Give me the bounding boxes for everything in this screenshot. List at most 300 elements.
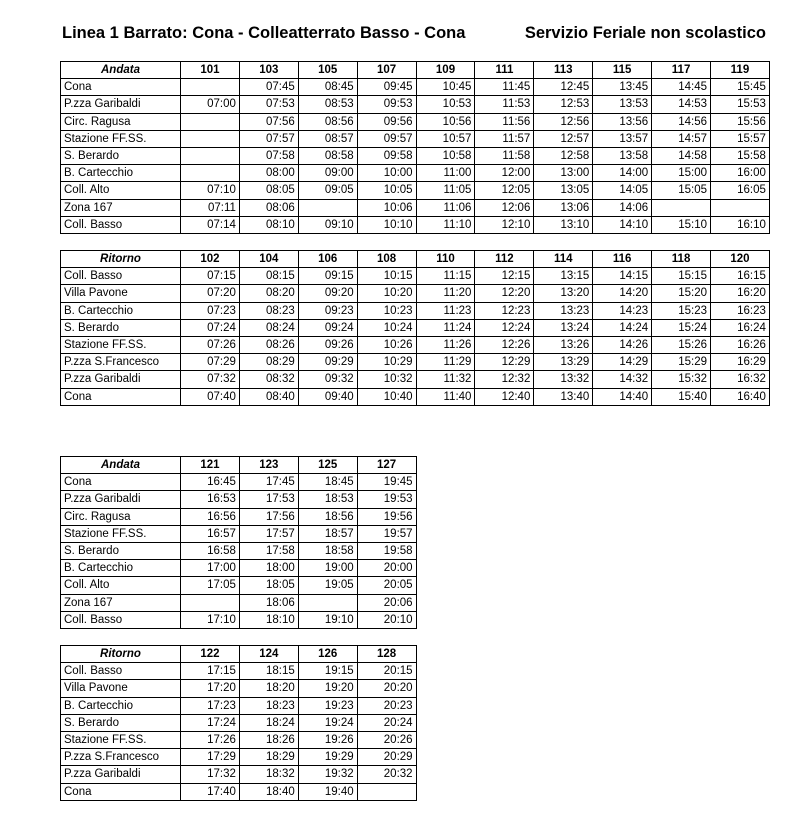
table-header-row: [61, 646, 417, 663]
departure-time: 12:00: [475, 165, 534, 182]
departure-time: 15:23: [652, 302, 711, 319]
departure-time: 19:32: [298, 766, 357, 783]
table-row: [61, 731, 417, 748]
run-number: 118: [652, 251, 711, 268]
table-header-row: [61, 457, 417, 474]
departure-time: 13:23: [534, 302, 593, 319]
departure-time: 14:20: [593, 285, 652, 302]
departure-time: 08:06: [239, 199, 298, 216]
run-number: 124: [239, 646, 298, 663]
departure-time: 16:40: [711, 388, 770, 405]
departure-time: [298, 199, 357, 216]
departure-time: 16:56: [181, 508, 240, 525]
departure-time: 14:26: [593, 336, 652, 353]
stop-name: Villa Pavone: [61, 680, 181, 697]
departure-time: 07:53: [239, 96, 298, 113]
departure-time: 13:57: [593, 130, 652, 147]
stop-name: Coll. Basso: [61, 268, 181, 285]
departure-time: [652, 199, 711, 216]
departure-time: 12:26: [475, 336, 534, 353]
departure-time: 08:32: [239, 371, 298, 388]
departure-time: 12:53: [534, 96, 593, 113]
departure-time: 10:29: [357, 354, 416, 371]
timetable-title: Linea 1 Barrato: Cona - Colleatterrato Basso - Cona: [62, 24, 466, 42]
departure-time: 08:05: [239, 182, 298, 199]
departure-time: 18:05: [239, 577, 298, 594]
table-row: [61, 182, 770, 199]
departure-time: 09:56: [357, 113, 416, 130]
table-row: [61, 663, 417, 680]
departure-time: 18:00: [239, 560, 298, 577]
departure-time: 10:05: [357, 182, 416, 199]
departure-time: 13:15: [534, 268, 593, 285]
service-type: Servizio Feriale non scolastico: [524, 24, 766, 42]
departure-time: 18:06: [239, 594, 298, 611]
departure-time: 12:45: [534, 79, 593, 96]
stop-name: P.zza S.Francesco: [61, 749, 181, 766]
table-row: [61, 577, 417, 594]
departure-time: 09:15: [298, 268, 357, 285]
stop-name: S. Berardo: [61, 714, 181, 731]
departure-time: 15:53: [711, 96, 770, 113]
departure-time: 13:32: [534, 371, 593, 388]
departure-time: 17:24: [181, 714, 240, 731]
stop-name: Cona: [61, 79, 181, 96]
departure-time: 17:05: [181, 577, 240, 594]
departure-time: 10:57: [416, 130, 475, 147]
departure-time: 19:53: [357, 491, 416, 508]
stop-name: Coll. Basso: [61, 611, 181, 628]
stop-name: Cona: [61, 474, 181, 491]
departure-time: 19:24: [298, 714, 357, 731]
departure-time: [181, 130, 240, 147]
departure-time: 12:32: [475, 371, 534, 388]
departure-time: 12:05: [475, 182, 534, 199]
departure-time: 20:20: [357, 680, 416, 697]
direction-header: Andata: [61, 457, 181, 474]
run-number: 114: [534, 251, 593, 268]
departure-time: 17:45: [239, 474, 298, 491]
departure-time: [181, 79, 240, 96]
run-number: 102: [181, 251, 240, 268]
departure-time: 12:29: [475, 354, 534, 371]
departure-time: 07:29: [181, 354, 240, 371]
departure-time: 11:24: [416, 319, 475, 336]
stop-name: Villa Pavone: [61, 285, 181, 302]
departure-time: 19:10: [298, 611, 357, 628]
stop-name: B. Cartecchio: [61, 165, 181, 182]
departure-time: 10:56: [416, 113, 475, 130]
departure-time: 11:23: [416, 302, 475, 319]
run-number: 117: [652, 62, 711, 79]
departure-time: 11:58: [475, 147, 534, 164]
table-row: [61, 508, 417, 525]
departure-time: 11:10: [416, 216, 475, 233]
departure-time: 15:15: [652, 268, 711, 285]
table-ritorno-morning: [60, 250, 770, 406]
stop-name: Circ. Ragusa: [61, 508, 181, 525]
departure-time: 13:26: [534, 336, 593, 353]
departure-time: 17:26: [181, 731, 240, 748]
departure-time: 13:58: [593, 147, 652, 164]
direction-header: Ritorno: [61, 251, 181, 268]
run-number: 109: [416, 62, 475, 79]
departure-time: 13:00: [534, 165, 593, 182]
run-number: 103: [239, 62, 298, 79]
departure-time: 08:10: [239, 216, 298, 233]
departure-time: 15:26: [652, 336, 711, 353]
departure-time: 11:32: [416, 371, 475, 388]
stop-name: Coll. Basso: [61, 216, 181, 233]
table-row: [61, 388, 770, 405]
stop-name: S. Berardo: [61, 319, 181, 336]
departure-time: 18:53: [298, 491, 357, 508]
departure-time: 10:32: [357, 371, 416, 388]
departure-time: 14:06: [593, 199, 652, 216]
departure-time: 07:15: [181, 268, 240, 285]
departure-time: 07:14: [181, 216, 240, 233]
departure-time: 07:11: [181, 199, 240, 216]
departure-time: 17:32: [181, 766, 240, 783]
departure-time: 15:58: [711, 147, 770, 164]
departure-time: 14:56: [652, 113, 711, 130]
table-header-row: [61, 251, 770, 268]
departure-time: 20:10: [357, 611, 416, 628]
departure-time: 15:32: [652, 371, 711, 388]
departure-time: 18:23: [239, 697, 298, 714]
table-row: [61, 130, 770, 147]
table-row: [61, 113, 770, 130]
stop-name: P.zza Garibaldi: [61, 491, 181, 508]
departure-time: 11:20: [416, 285, 475, 302]
departure-time: 19:40: [298, 783, 357, 800]
table-row: [61, 268, 770, 285]
departure-time: [298, 594, 357, 611]
departure-time: 07:58: [239, 147, 298, 164]
departure-time: 08:53: [298, 96, 357, 113]
table-row: [61, 147, 770, 164]
departure-time: 10:58: [416, 147, 475, 164]
departure-time: [181, 594, 240, 611]
table-row: [61, 79, 770, 96]
direction-header: Ritorno: [61, 646, 181, 663]
departure-time: 17:00: [181, 560, 240, 577]
departure-time: 13:53: [593, 96, 652, 113]
departure-time: 18:29: [239, 749, 298, 766]
table-row: [61, 783, 417, 800]
departure-time: 18:20: [239, 680, 298, 697]
departure-time: 16:29: [711, 354, 770, 371]
stop-name: Cona: [61, 783, 181, 800]
table-row: [61, 542, 417, 559]
departure-time: 19:58: [357, 542, 416, 559]
departure-time: 09:29: [298, 354, 357, 371]
departure-time: 08:23: [239, 302, 298, 319]
departure-time: 19:15: [298, 663, 357, 680]
departure-time: 09:57: [357, 130, 416, 147]
table-row: [61, 714, 417, 731]
departure-time: 14:40: [593, 388, 652, 405]
departure-time: 09:24: [298, 319, 357, 336]
departure-time: 11:53: [475, 96, 534, 113]
departure-time: 13:40: [534, 388, 593, 405]
table-row: [61, 216, 770, 233]
departure-time: 16:57: [181, 525, 240, 542]
departure-time: 08:58: [298, 147, 357, 164]
departure-time: 11:45: [475, 79, 534, 96]
departure-time: 14:53: [652, 96, 711, 113]
departure-time: 09:20: [298, 285, 357, 302]
departure-time: 20:29: [357, 749, 416, 766]
table-andata-morning: [60, 61, 770, 234]
departure-time: 09:45: [357, 79, 416, 96]
stop-name: P.zza Garibaldi: [61, 96, 181, 113]
departure-time: [357, 783, 416, 800]
departure-time: 16:53: [181, 491, 240, 508]
departure-time: 12:10: [475, 216, 534, 233]
departure-time: 16:45: [181, 474, 240, 491]
departure-time: 08:15: [239, 268, 298, 285]
departure-time: 14:32: [593, 371, 652, 388]
run-number: 111: [475, 62, 534, 79]
direction-header: Andata: [61, 62, 181, 79]
table-row: [61, 680, 417, 697]
departure-time: 20:06: [357, 594, 416, 611]
departure-time: 07:00: [181, 96, 240, 113]
departure-time: 17:57: [239, 525, 298, 542]
table-row: [61, 611, 417, 628]
departure-time: 16:15: [711, 268, 770, 285]
departure-time: 20:15: [357, 663, 416, 680]
departure-time: 14:57: [652, 130, 711, 147]
departure-time: 16:20: [711, 285, 770, 302]
departure-time: 07:45: [239, 79, 298, 96]
departure-time: 09:23: [298, 302, 357, 319]
departure-time: 12:58: [534, 147, 593, 164]
departure-time: 14:45: [652, 79, 711, 96]
departure-time: 07:20: [181, 285, 240, 302]
stop-name: Stazione FF.SS.: [61, 130, 181, 147]
run-number: 128: [357, 646, 416, 663]
run-number: 101: [181, 62, 240, 79]
departure-time: 19:57: [357, 525, 416, 542]
departure-time: 15:56: [711, 113, 770, 130]
departure-time: 07:32: [181, 371, 240, 388]
table-row: [61, 354, 770, 371]
departure-time: 17:29: [181, 749, 240, 766]
departure-time: 11:06: [416, 199, 475, 216]
departure-time: 17:10: [181, 611, 240, 628]
departure-time: 12:40: [475, 388, 534, 405]
departure-time: 20:26: [357, 731, 416, 748]
departure-time: 17:56: [239, 508, 298, 525]
run-number: 107: [357, 62, 416, 79]
stop-name: Stazione FF.SS.: [61, 731, 181, 748]
stop-name: B. Cartecchio: [61, 697, 181, 714]
departure-time: 19:56: [357, 508, 416, 525]
departure-time: 11:57: [475, 130, 534, 147]
departure-time: 10:06: [357, 199, 416, 216]
departure-time: 16:23: [711, 302, 770, 319]
departure-time: 12:24: [475, 319, 534, 336]
stop-name: B. Cartecchio: [61, 302, 181, 319]
departure-time: 20:00: [357, 560, 416, 577]
departure-time: 13:06: [534, 199, 593, 216]
departure-time: 07:56: [239, 113, 298, 130]
departure-time: 09:05: [298, 182, 357, 199]
run-number: 122: [181, 646, 240, 663]
departure-time: 17:53: [239, 491, 298, 508]
stop-name: Zona 167: [61, 199, 181, 216]
departure-time: 18:10: [239, 611, 298, 628]
departure-time: 16:05: [711, 182, 770, 199]
departure-time: 16:10: [711, 216, 770, 233]
departure-time: 09:32: [298, 371, 357, 388]
departure-time: 14:23: [593, 302, 652, 319]
departure-time: 09:10: [298, 216, 357, 233]
stop-name: Coll. Alto: [61, 577, 181, 594]
departure-time: 09:00: [298, 165, 357, 182]
departure-time: 10:53: [416, 96, 475, 113]
departure-time: 15:00: [652, 165, 711, 182]
departure-time: 14:10: [593, 216, 652, 233]
run-number: 121: [181, 457, 240, 474]
table-row: [61, 319, 770, 336]
departure-time: 19:45: [357, 474, 416, 491]
departure-time: 20:23: [357, 697, 416, 714]
departure-time: [711, 199, 770, 216]
run-number: 119: [711, 62, 770, 79]
run-number: 106: [298, 251, 357, 268]
run-number: 113: [534, 62, 593, 79]
table-row: [61, 371, 770, 388]
departure-time: 12:56: [534, 113, 593, 130]
run-number: 112: [475, 251, 534, 268]
departure-time: 10:00: [357, 165, 416, 182]
departure-time: 16:24: [711, 319, 770, 336]
stop-name: P.zza S.Francesco: [61, 354, 181, 371]
stop-name: S. Berardo: [61, 147, 181, 164]
departure-time: 07:23: [181, 302, 240, 319]
departure-time: 13:56: [593, 113, 652, 130]
departure-time: 14:24: [593, 319, 652, 336]
departure-time: 16:26: [711, 336, 770, 353]
stop-name: P.zza Garibaldi: [61, 766, 181, 783]
departure-time: 17:23: [181, 697, 240, 714]
departure-time: 11:05: [416, 182, 475, 199]
departure-time: 08:00: [239, 165, 298, 182]
departure-time: 08:24: [239, 319, 298, 336]
departure-time: 08:57: [298, 130, 357, 147]
departure-time: 20:05: [357, 577, 416, 594]
departure-time: 15:57: [711, 130, 770, 147]
run-number: 105: [298, 62, 357, 79]
departure-time: 19:26: [298, 731, 357, 748]
run-number: 110: [416, 251, 475, 268]
departure-time: 11:40: [416, 388, 475, 405]
departure-time: 12:23: [475, 302, 534, 319]
departure-time: 07:57: [239, 130, 298, 147]
departure-time: 18:58: [298, 542, 357, 559]
departure-time: 13:29: [534, 354, 593, 371]
departure-time: 14:29: [593, 354, 652, 371]
departure-time: 16:32: [711, 371, 770, 388]
departure-time: 14:05: [593, 182, 652, 199]
table-row: [61, 165, 770, 182]
departure-time: 11:26: [416, 336, 475, 353]
departure-time: 12:06: [475, 199, 534, 216]
departure-time: 19:05: [298, 577, 357, 594]
departure-time: 09:26: [298, 336, 357, 353]
departure-time: 15:10: [652, 216, 711, 233]
departure-time: 19:29: [298, 749, 357, 766]
run-number: 123: [239, 457, 298, 474]
departure-time: 18:57: [298, 525, 357, 542]
departure-time: 07:40: [181, 388, 240, 405]
departure-time: 09:40: [298, 388, 357, 405]
departure-time: 17:40: [181, 783, 240, 800]
departure-time: 15:20: [652, 285, 711, 302]
departure-time: 08:26: [239, 336, 298, 353]
stop-name: Stazione FF.SS.: [61, 525, 181, 542]
stop-name: P.zza Garibaldi: [61, 371, 181, 388]
departure-time: 17:58: [239, 542, 298, 559]
departure-time: 10:10: [357, 216, 416, 233]
departure-time: 08:20: [239, 285, 298, 302]
departure-time: 12:20: [475, 285, 534, 302]
run-number: 104: [239, 251, 298, 268]
departure-time: 14:15: [593, 268, 652, 285]
departure-time: 12:15: [475, 268, 534, 285]
table-row: [61, 749, 417, 766]
run-number: 125: [298, 457, 357, 474]
departure-time: 19:23: [298, 697, 357, 714]
departure-time: [181, 113, 240, 130]
table-row: [61, 491, 417, 508]
departure-time: 10:45: [416, 79, 475, 96]
departure-time: 18:56: [298, 508, 357, 525]
departure-time: 18:24: [239, 714, 298, 731]
stop-name: Stazione FF.SS.: [61, 336, 181, 353]
table-row: [61, 96, 770, 113]
departure-time: 10:15: [357, 268, 416, 285]
departure-time: 11:29: [416, 354, 475, 371]
departure-time: 20:24: [357, 714, 416, 731]
table-header-row: [61, 62, 770, 79]
table-row: [61, 594, 417, 611]
run-number: 120: [711, 251, 770, 268]
departure-time: 08:29: [239, 354, 298, 371]
departure-time: 14:58: [652, 147, 711, 164]
departure-time: 16:58: [181, 542, 240, 559]
stop-name: Cona: [61, 388, 181, 405]
departure-time: 11:00: [416, 165, 475, 182]
departure-time: 10:23: [357, 302, 416, 319]
departure-time: 18:40: [239, 783, 298, 800]
departure-time: 18:32: [239, 766, 298, 783]
departure-time: 19:20: [298, 680, 357, 697]
departure-time: 17:20: [181, 680, 240, 697]
departure-time: 16:00: [711, 165, 770, 182]
departure-time: 18:26: [239, 731, 298, 748]
table-row: [61, 336, 770, 353]
departure-time: 13:24: [534, 319, 593, 336]
departure-time: 09:58: [357, 147, 416, 164]
stop-name: Coll. Alto: [61, 182, 181, 199]
run-number: 116: [593, 251, 652, 268]
table-row: [61, 285, 770, 302]
table-row: [61, 697, 417, 714]
